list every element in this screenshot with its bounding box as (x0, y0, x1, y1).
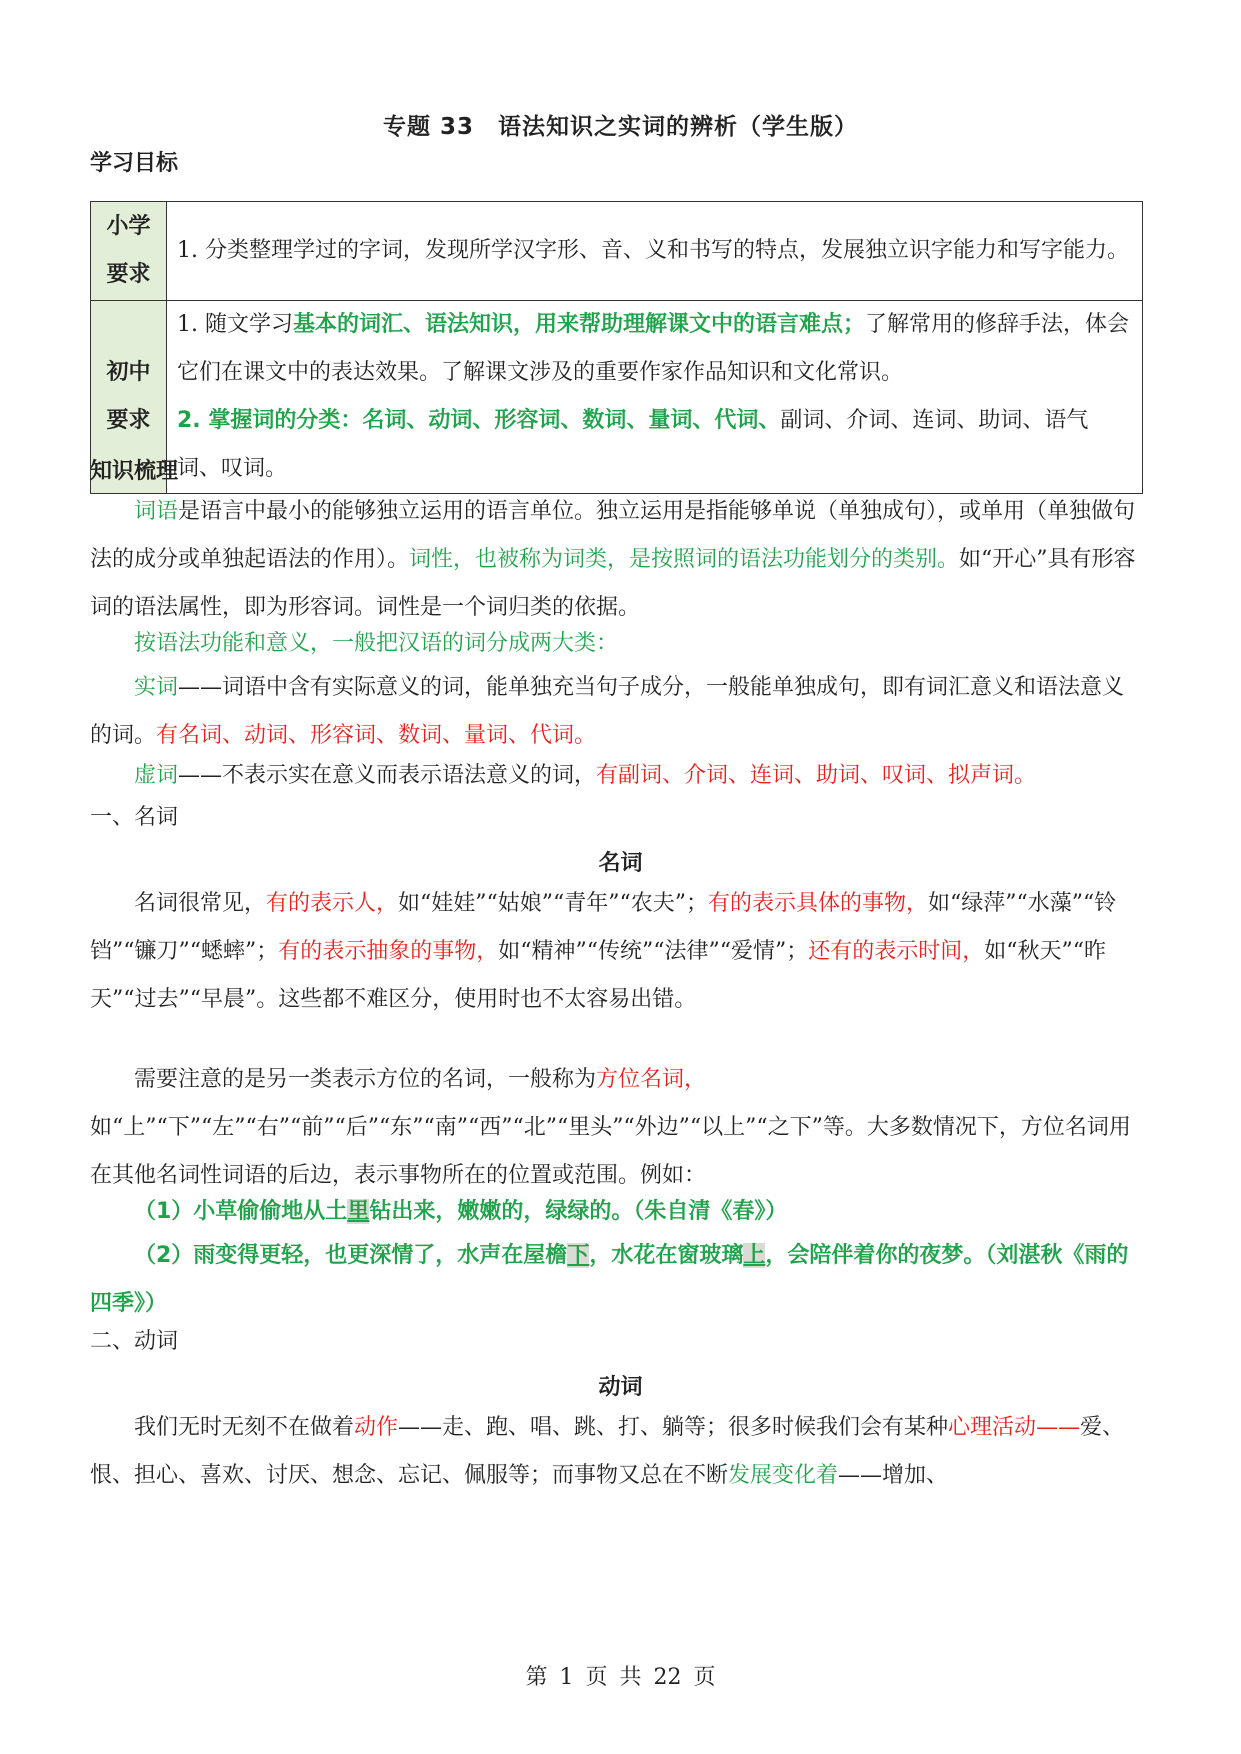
noun-p1-time: 还有的表示时间， (808, 939, 985, 964)
noun-ex1-b: 钻出来，嫩嫩的，绿绿的。（朱自清《春》） (369, 1199, 788, 1224)
noun-p2-a: 需要注意的是另一类表示方位的名词，一般称为 (134, 1067, 597, 1092)
term-ciyu: 词语 (134, 499, 179, 524)
goals-row-middle (91, 301, 1143, 494)
goals-label-middle-line2: 要求 (106, 408, 151, 433)
noun-p2-c: 如“上”“下”“左”“右”“前”“后”“东”“南”“西”“北”“里头”“外边”“以上”“之下”等。大多数情况下，方位名词用在其他名词性词语的后边，表示事物所在的位置或范围。例如： (90, 1115, 1131, 1188)
term-xuci: 虚词 (134, 763, 179, 788)
verb-p1-a: 我们无时无刻不在做着 (134, 1415, 355, 1440)
section-heading-knowledge: 知识梳理 (90, 459, 179, 484)
intro-p3-highlight: 有名词、动词、形容词、数词、量词、代词。 (156, 723, 597, 748)
goals-table (90, 201, 1143, 494)
intro-p1-text: 是语言中最小的能够独立运用的语言单位。独立运用是指能够单说（单独成句），或单用（单独做句法的成分或单独起语法的作用）。 (90, 499, 1136, 572)
noun-example-2 (90, 1232, 1143, 1328)
noun-p1-a: 名词很常见， (134, 891, 267, 916)
goals-middle-2-highlight: 2. 掌握词的分类：名词、动词、形容词、数词、量词、代词、 (177, 408, 781, 433)
intro-p4-text: ——不表示实在意义而表示语法意义的词， (178, 763, 597, 788)
noun-p1-i: 如“秋天”“昨天”“过去”“早晨”。这些都不难区分，使用时也不太容易出错。 (90, 939, 1107, 1012)
intro-paragraph-3 (90, 664, 1143, 760)
section-heading-goals: 学习目标 (90, 151, 179, 176)
noun-ex2-c: ，会陪伴着你的夜梦。（刘湛秋《雨的四季》） (90, 1243, 1129, 1316)
goals-label-primary (91, 202, 167, 301)
intro-p1-highlight: 词性，也被称为词类，是按照词的语法功能划分的类别。 (409, 547, 960, 572)
noun-ex2-b: ，水花在窗玻璃 (589, 1243, 744, 1268)
verb-p1-c: ——走、跑、唱、跳、打、躺等；很多时候我们会有某种 (398, 1415, 949, 1440)
noun-subtitle: 名词 (598, 851, 643, 876)
page-footer (0, 1660, 1241, 1691)
footer-ye: 页 (585, 1665, 608, 1690)
verb-paragraph-1 (90, 1404, 1143, 1500)
intro-paragraph-2: 按语法功能和意义，一般把汉语的词分成两大类： (134, 631, 619, 656)
goals-middle-2-rest: 副词、介词、连词、助词、语气词、叹词。 (177, 408, 1089, 481)
intro-p3-text: ——词语中含有实际意义的词，能单独充当句子成分，一般能单独成句，即有词汇意义和语法意义的词。 (90, 675, 1125, 748)
goals-middle-1-prefix: 1. 随文学习 (177, 312, 293, 337)
intro-paragraph-1 (90, 488, 1143, 632)
goals-middle-item-2 (177, 397, 1132, 493)
noun-paragraph-2 (90, 1056, 1143, 1200)
noun-p1-concrete: 有的表示具体的事物， (708, 891, 929, 916)
footer-total-pages: 22 (653, 1665, 682, 1690)
page-title: 专题 33 语法知识之实词的辨析（学生版） (382, 114, 858, 140)
noun-ex2-highlight-2: 上 (743, 1243, 766, 1268)
noun-ex1-highlight: 里 (347, 1199, 370, 1224)
footer-page-number: 1 (559, 1665, 574, 1690)
verb-p1-action: 动作 (354, 1415, 399, 1440)
verb-subtitle: 动词 (598, 1375, 643, 1400)
noun-ex2-a: （2）雨变得更轻，也更深情了，水声在屋檐 (134, 1243, 568, 1268)
goals-label-primary-line1: 小学 (106, 214, 151, 239)
footer-ye2: 页 (693, 1665, 716, 1690)
goals-middle-1-rest: 了解常用的修辞手法，体会它们在课文中的表达效果。了解课文涉及的重要作家作品知识和文化常识。 (177, 312, 1130, 385)
noun-p2-direction: 方位名词， (596, 1067, 707, 1092)
goals-text-middle (167, 301, 1143, 494)
goals-label-middle-line1: 初中 (106, 360, 151, 385)
goals-middle-item-1 (177, 301, 1132, 397)
noun-paragraph-1 (90, 880, 1143, 1024)
noun-p1-abstract: 有的表示抽象的事物， (278, 939, 499, 964)
noun-ex1-a: （1）小草偷偷地从土 (134, 1199, 348, 1224)
verb-p1-h: ——增加、 (838, 1463, 949, 1488)
goals-middle-1-highlight: 基本的词汇、语法知识，用来帮助理解课文中的语言难点； (292, 312, 865, 337)
term-shici: 实词 (134, 675, 179, 700)
section-heading-verb: 二、动词 (90, 1329, 179, 1354)
intro-p4-highlight: 有副词、介词、连词、助词、叹词、拟声词。 (596, 763, 1037, 788)
goals-text-primary: 1. 分类整理学过的字词，发现所学汉字形、音、义和书写的特点，发展独立识字能力和写字能力。 (167, 202, 1143, 301)
noun-p1-c: 如“娃娃”“姑娘”“青年”“农夫”； (398, 891, 709, 916)
intro-paragraph-4 (90, 752, 1143, 800)
footer-gong: 共 (619, 1665, 642, 1690)
footer-di: 第 (525, 1665, 548, 1690)
noun-p1-g: 如“精神”“传统”“法律”“爱情”； (498, 939, 809, 964)
noun-p1-person: 有的表示人， (266, 891, 399, 916)
noun-ex2-highlight-1: 下 (567, 1243, 590, 1268)
goals-label-primary-line2: 要求 (106, 262, 151, 287)
section-heading-noun: 一、名词 (90, 805, 179, 830)
verb-p1-dash: —— (1036, 1415, 1081, 1440)
goals-row-primary (91, 202, 1143, 301)
intro-p1-tail: 如“开心”具有形容词的语法属性，即为形容词。词性是一个词归类的依据。 (90, 547, 1136, 620)
noun-example-1 (90, 1188, 1143, 1236)
verb-p1-change: 发展变化着 (728, 1463, 839, 1488)
verb-p1-f: 爱、恨、担心、喜欢、讨厌、想念、忘记、佩服等；而事物又总在不断 (90, 1415, 1125, 1488)
verb-p1-mental: 心理活动 (948, 1415, 1037, 1440)
noun-p1-e: 如“绿萍”“水藻”“铃铛”“镰刀”“蟋蟀”； (90, 891, 1117, 964)
